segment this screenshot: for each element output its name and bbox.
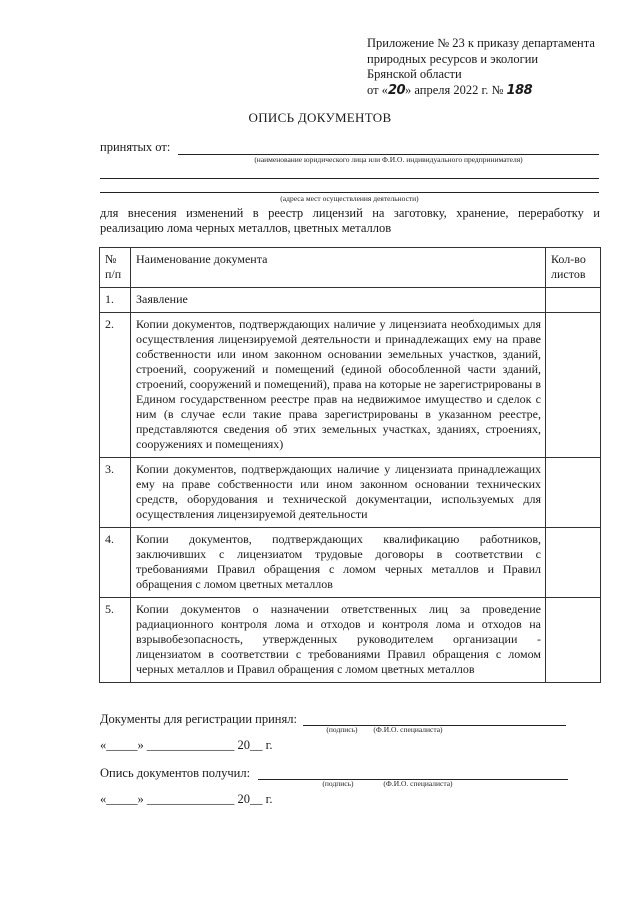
appendix-header bbox=[367, 36, 617, 98]
receipt-name-caption: (Ф.И.О. специалиста) bbox=[383, 779, 453, 788]
receipt-label: Опись документов получил: bbox=[100, 766, 251, 780]
appendix-number-handwritten: 188 bbox=[506, 82, 533, 98]
accepted-from-label: принятых от: bbox=[100, 140, 171, 154]
header-num: № п/п bbox=[100, 248, 131, 288]
accepted-from-line[interactable] bbox=[178, 140, 599, 155]
receipt-date[interactable]: «_____» ______________ 20__ г. bbox=[100, 792, 273, 806]
row-name: Копии документов о назначении ответственных лиц за проведение радиационного контроля лома и отходов и контроля лома и отходов на взрывобезопасность, утвержденных руководителем организации - лицензиатом в соответствии с требованиями Правил обращения с ломом черных металлов и Правил обращения с ломом цветных металлов bbox=[131, 598, 546, 683]
entity-caption: (наименование юридического лица или Ф.И.О. индивидуального предпринимателя) bbox=[254, 155, 523, 164]
appendix-line-3: Брянской области bbox=[367, 67, 462, 81]
row-num: 2. bbox=[100, 313, 131, 458]
table-row bbox=[100, 313, 601, 458]
document-title: ОПИСЬ ДОКУМЕНТОВ bbox=[248, 110, 392, 125]
entity-line-2[interactable] bbox=[100, 164, 599, 179]
row-qty[interactable] bbox=[546, 288, 601, 313]
row-num: 3. bbox=[100, 458, 131, 528]
row-qty[interactable] bbox=[546, 313, 601, 458]
appendix-line-1: Приложение № 23 к приказу департамента bbox=[367, 36, 595, 50]
row-qty[interactable] bbox=[546, 458, 601, 528]
row-name: Копии документов, подтверждающих наличие у лицензиата необходимых для осуществления лицензируемой деятельности и принадлежащих ему на праве собственности или ином законном основании земельных участков, зданий, строений, сооружений и помещений (единой обособленной части зданий, строений, сооружений и помещений), права на которые не зарегистрированы в Едином государственном реестре прав на недвижимое имущество и сделок с ним (в случае если такие права зарегистрированы в указанном реестре, представляются сведения об этих земельных участках, зданиях, строениях, сооружениях и помещениях) bbox=[131, 313, 546, 458]
registration-label: Документы для регистрации принял: bbox=[100, 712, 297, 726]
address-line[interactable] bbox=[100, 180, 599, 193]
row-qty[interactable] bbox=[546, 598, 601, 683]
table-row bbox=[100, 598, 601, 683]
address-caption: (адреса мест осуществления деятельности) bbox=[280, 194, 419, 203]
appendix-line-2: природных ресурсов и экологии bbox=[367, 51, 539, 66]
row-name: Заявление bbox=[131, 288, 546, 313]
row-name: Копии документов, подтверждающих наличие у лицензиата принадлежащих ему на праве собственности или ином законном основании технических средств, оборудования и технической документации, используемых для осуществления лицензируемой деятельности bbox=[131, 458, 546, 528]
purpose-text: для внесения изменений в реестр лицензий на заготовку, хранение, переработку и реализацию лома черных металлов, цветных металлов bbox=[100, 206, 600, 235]
table-row bbox=[100, 288, 601, 313]
registration-signature-line[interactable] bbox=[303, 710, 566, 726]
table-header-row bbox=[100, 248, 601, 288]
row-name: Копии документов, подтверждающих квалификацию работников, заключивших с лицензиатом трудовые договоры в соответствии с требованиями Правил обращения с ломом черных металлов и Правил обращения с ломом цветных металлов bbox=[131, 528, 546, 598]
row-num: 1. bbox=[100, 288, 131, 313]
row-num: 5. bbox=[100, 598, 131, 683]
header-qty: Кол-во листов bbox=[546, 248, 601, 288]
table-row bbox=[100, 458, 601, 528]
receipt-signature-caption: (подпись) bbox=[322, 779, 354, 788]
header-name: Наименование документа bbox=[131, 248, 546, 288]
table-row bbox=[100, 528, 601, 598]
registration-date[interactable]: «_____» ______________ 20__ г. bbox=[100, 738, 273, 752]
appendix-date-prefix: от « bbox=[367, 82, 388, 97]
appendix-day-handwritten: 20 bbox=[387, 82, 406, 98]
documents-table bbox=[99, 247, 601, 683]
appendix-date-middle: » апреля 2022 г. № bbox=[405, 82, 504, 97]
appendix-line-4 bbox=[367, 83, 617, 99]
registration-signature-caption: (подпись) bbox=[326, 725, 358, 734]
receipt-signature-line[interactable] bbox=[258, 764, 568, 780]
registration-name-caption: (Ф.И.О. специалиста) bbox=[373, 725, 443, 734]
row-qty[interactable] bbox=[546, 528, 601, 598]
row-num: 4. bbox=[100, 528, 131, 598]
